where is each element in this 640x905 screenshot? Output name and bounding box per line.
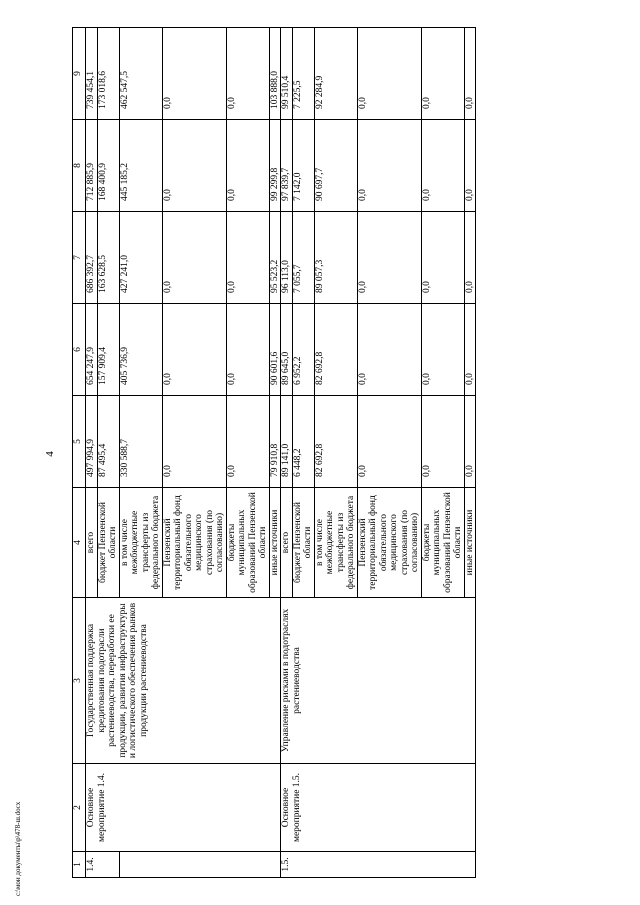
group-description: Управление рисками в подотраслях растениеводства	[281, 598, 476, 764]
value-cell: 0,0	[464, 28, 476, 120]
value-cell: 99 510,4	[281, 28, 293, 120]
funding-source: в том числе межбюджетные трансферты из федерального бюджета	[119, 488, 162, 598]
funding-source: Пензенский территориальный фонд обязательного медицинского страхования (по согласованию)	[162, 488, 226, 598]
funding-source: всего	[86, 488, 98, 598]
value-cell: 405 736,9	[119, 304, 162, 396]
value-cell: 95 523,2	[269, 212, 281, 304]
funding-source: Пензенский территориальный фонд обязательного медицинского страхования (по согласованию)	[357, 488, 421, 598]
value-cell: 168 400,9	[97, 120, 119, 212]
value-cell: 0,0	[226, 304, 269, 396]
value-cell: 0,0	[162, 28, 226, 120]
value-cell: 7 142,0	[292, 120, 314, 212]
group-id: 1.5.	[281, 852, 476, 878]
funding-source: в том числе межбюджетные трансферты из федерального бюджета	[314, 488, 357, 598]
value-cell: 99 299,8	[269, 120, 281, 212]
value-cell: 462 547,5	[119, 28, 162, 120]
value-cell: 90 697,7	[314, 120, 357, 212]
value-cell: 445 185,2	[119, 120, 162, 212]
value-cell: 7 055,7	[292, 212, 314, 304]
header-cell: 9	[73, 28, 86, 120]
header-cell: 5	[73, 396, 86, 488]
value-cell: 0,0	[421, 120, 464, 212]
header-cell: 3	[73, 598, 86, 764]
group-event: Основное мероприятие 1.4.	[86, 764, 281, 852]
value-cell: 89 141,0	[281, 396, 293, 488]
value-cell: 87 495,4	[97, 396, 119, 488]
value-cell: 0,0	[421, 212, 464, 304]
value-cell: 0,0	[226, 396, 269, 488]
value-cell: 90 601,6	[269, 304, 281, 396]
page-number: 4	[44, 451, 56, 457]
value-cell: 0,0	[464, 212, 476, 304]
table-row	[281, 28, 293, 878]
value-cell: 157 909,4	[97, 304, 119, 396]
value-cell: 0,0	[357, 28, 421, 120]
value-cell: 96 113,0	[281, 212, 293, 304]
value-cell: 0,0	[421, 28, 464, 120]
funding-source: всего	[281, 488, 293, 598]
value-cell: 330 588,7	[119, 396, 162, 488]
value-cell: 0,0	[464, 396, 476, 488]
value-cell: 654 247,9	[86, 304, 98, 396]
header-cell: 2	[73, 764, 86, 852]
group-event: Основное мероприятие 1.5.	[281, 764, 476, 852]
value-cell: 82 692,8	[314, 304, 357, 396]
value-cell: 173 018,6	[97, 28, 119, 120]
budget-table-sheet	[72, 28, 590, 878]
value-cell: 0,0	[464, 120, 476, 212]
budget-table	[72, 27, 476, 878]
value-cell: 0,0	[162, 304, 226, 396]
value-cell: 0,0	[162, 120, 226, 212]
footer-file-path: c:\мои документы\p\478-ш.docx	[14, 801, 22, 896]
value-cell: 6 448,2	[292, 396, 314, 488]
value-cell: 89 057,3	[314, 212, 357, 304]
value-cell: 7 225,5	[292, 28, 314, 120]
value-cell: 0,0	[357, 304, 421, 396]
table-row	[86, 28, 98, 878]
funding-source: иные источники	[269, 488, 281, 598]
funding-source: бюджет Пензенской области	[292, 488, 314, 598]
header-cell: 4	[73, 488, 86, 598]
header-cell: 8	[73, 120, 86, 212]
value-cell: 0,0	[357, 212, 421, 304]
funding-source: бюджеты муниципальных образований Пензенской области	[421, 488, 464, 598]
header-cell: 7	[73, 212, 86, 304]
value-cell: 0,0	[226, 28, 269, 120]
value-cell: 712 885,9	[86, 120, 98, 212]
value-cell: 0,0	[226, 212, 269, 304]
funding-source: бюджет Пензенской области	[97, 488, 119, 598]
value-cell: 0,0	[357, 120, 421, 212]
funding-source: иные источники	[464, 488, 476, 598]
value-cell: 89 645,0	[281, 304, 293, 396]
value-cell: 0,0	[162, 212, 226, 304]
value-cell: 0,0	[357, 396, 421, 488]
value-cell: 163 628,5	[97, 212, 119, 304]
group-description: Государственная поддержка кредитования подотрасли растениеводства, переработки ее продукции, развития инфраструктуры и логистического обеспечения рынков продукции растениеводства	[86, 598, 281, 764]
value-cell: 0,0	[421, 304, 464, 396]
value-cell: 686 392,7	[86, 212, 98, 304]
header-row	[73, 28, 86, 878]
value-cell: 103 888,0	[269, 28, 281, 120]
value-cell: 427 241,0	[119, 212, 162, 304]
header-cell: 6	[73, 304, 86, 396]
value-cell: 739 454,1	[86, 28, 98, 120]
value-cell: 92 284,9	[314, 28, 357, 120]
value-cell: 97 839,7	[281, 120, 293, 212]
header-cell: 1	[73, 852, 86, 878]
value-cell: 79 910,8	[269, 396, 281, 488]
value-cell: 82 692,8	[314, 396, 357, 488]
value-cell: 497 994,9	[86, 396, 98, 488]
value-cell: 6 952,2	[292, 304, 314, 396]
value-cell: 0,0	[421, 396, 464, 488]
funding-source: бюджеты муниципальных образований Пензенской области	[226, 488, 269, 598]
value-cell: 0,0	[226, 120, 269, 212]
value-cell: 0,0	[162, 396, 226, 488]
group-id-filler	[119, 852, 281, 878]
group-id: 1.4.	[86, 852, 120, 878]
value-cell: 0,0	[464, 304, 476, 396]
